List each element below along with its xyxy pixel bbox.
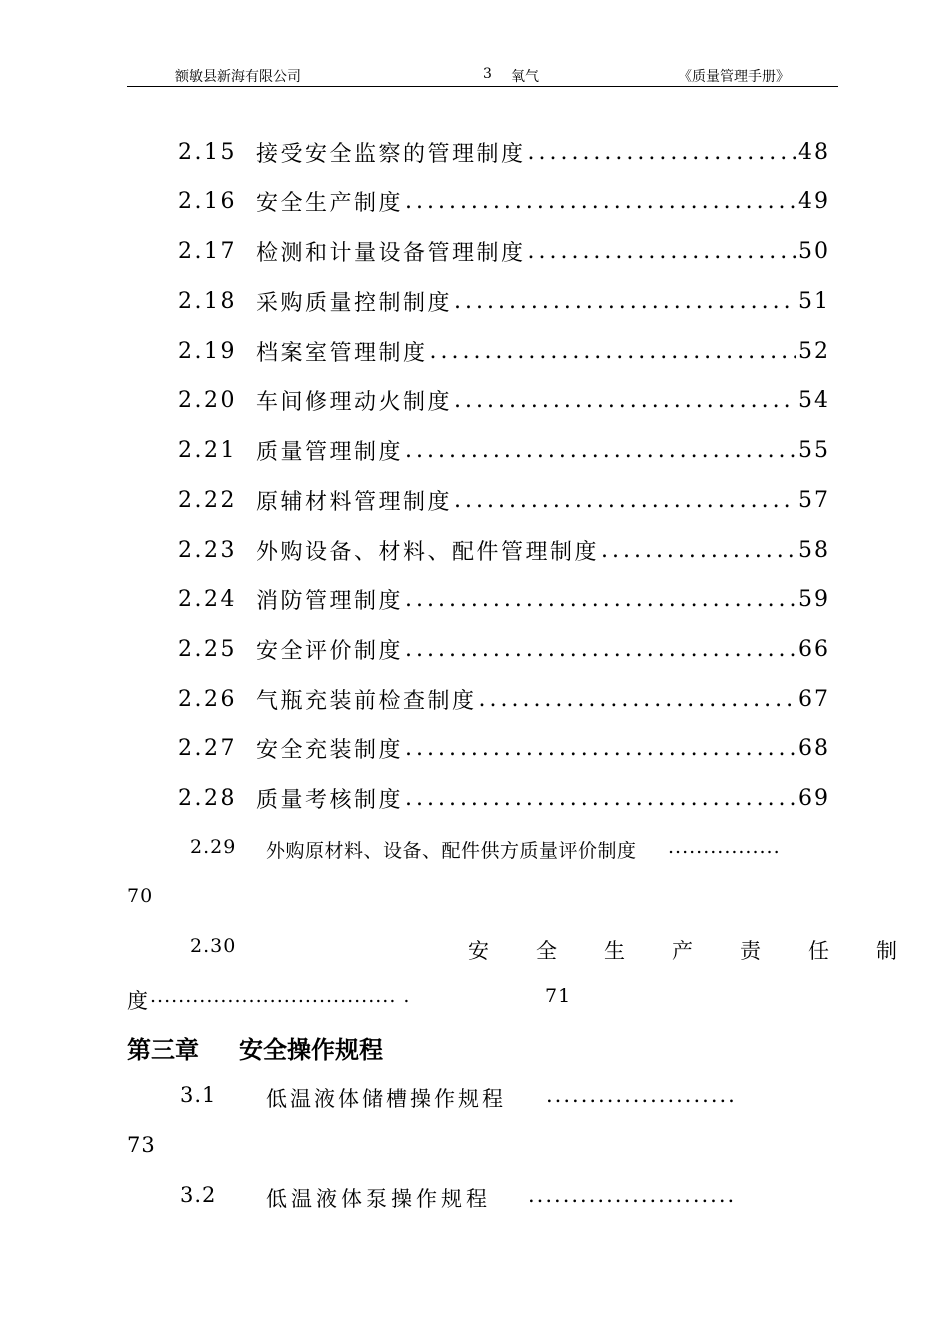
toc-entry-number: 2.16	[178, 188, 237, 214]
toc-leader-dots	[428, 339, 796, 364]
toc-entry-number: 2.25	[178, 636, 237, 662]
toc-leader-dots	[452, 488, 796, 513]
toc-entry-number: 2.24	[178, 586, 237, 612]
toc-entry-title: 安全生产责任制	[468, 939, 944, 963]
toc-entry-number: 2.28	[178, 785, 237, 811]
toc-entry-number: 3.2	[180, 1183, 217, 1207]
toc-leader-dots	[526, 239, 796, 264]
toc-entry-number: 3.1	[180, 1083, 217, 1107]
toc-entry-page: 51	[798, 288, 830, 314]
toc-entry-number: 2.18	[178, 288, 237, 314]
toc-entry[interactable]	[178, 584, 830, 614]
toc-leader-dots: ................................... .	[150, 985, 411, 1007]
header-manual-title: 《质量管理手册》	[678, 69, 790, 85]
toc-leader-dots	[452, 289, 796, 314]
toc-entry-title: 接受安全监察的管理制度	[256, 141, 526, 167]
toc-entry-page: 73	[127, 1133, 156, 1157]
toc-entry-number: 2.17	[178, 238, 237, 264]
header-title: 氧气	[511, 69, 539, 85]
page-header	[127, 62, 838, 87]
toc-leader-dots	[403, 438, 796, 463]
toc-entry-title: 气瓶充装前检查制度	[256, 688, 477, 714]
toc-entry-page: 70	[127, 885, 154, 907]
chapter-title: 安全操作规程	[239, 1036, 383, 1064]
toc-entry-page: 59	[798, 586, 830, 612]
toc-entry-number: 2.21	[178, 437, 237, 463]
toc-entry-title: 消防管理制度	[256, 588, 404, 614]
toc-entry-page: 55	[798, 437, 830, 463]
toc-leader-dots	[526, 140, 796, 165]
toc-entry[interactable]	[178, 336, 830, 366]
toc-leader-dots: ................	[668, 836, 781, 858]
toc-entry[interactable]	[178, 236, 830, 266]
toc-leader-dots	[477, 687, 796, 712]
toc-entry-number: 2.29	[190, 836, 237, 858]
toc-entry-page: 54	[798, 387, 830, 413]
toc-entry-number: 2.23	[178, 537, 237, 563]
toc-entry[interactable]	[178, 286, 830, 316]
toc-leader-dots	[403, 786, 796, 811]
header-company: 额敏县新海有限公司	[175, 69, 301, 85]
toc-entry-number: 2.19	[178, 338, 237, 364]
toc-leader-dots: ......................	[546, 1083, 737, 1107]
toc-entry-page: 57	[798, 487, 830, 513]
toc-entry-number: 2.15	[178, 139, 237, 165]
toc-entry[interactable]	[178, 137, 830, 167]
toc-entry-title: 外购设备、材料、配件管理制度	[256, 539, 600, 565]
toc-entry-number: 2.20	[178, 387, 237, 413]
toc-entry-title: 低温液体储槽操作规程	[266, 1087, 506, 1111]
toc-leader-dots	[403, 189, 796, 214]
toc-leader-dots	[599, 538, 796, 563]
toc-entry[interactable]	[178, 435, 830, 465]
toc-entry-page: 69	[798, 785, 830, 811]
toc-entry-number: 2.22	[178, 487, 237, 513]
toc-entry-title: 外购原材料、设备、配件供方质量评价制度	[266, 840, 637, 862]
toc-entry-title-continued: 度	[127, 989, 148, 1013]
toc-entry[interactable]	[178, 385, 830, 415]
toc-entry-number: 2.27	[178, 735, 237, 761]
toc-entry-page: 68	[798, 735, 830, 761]
toc-entry-title: 采购质量控制制度	[256, 290, 453, 316]
toc-entry-page: 52	[798, 338, 830, 364]
chapter-heading[interactable]	[127, 1030, 383, 1065]
toc-entry-page: 49	[798, 188, 830, 214]
toc-entry-number: 2.30	[190, 935, 237, 957]
toc-entry-page: 58	[798, 537, 830, 563]
toc-entry[interactable]	[178, 485, 830, 515]
toc-entry[interactable]	[178, 535, 830, 565]
chapter-label: 第三章	[127, 1036, 199, 1064]
toc-entry-title: 安全生产制度	[256, 190, 404, 216]
toc-leader-dots: ........................	[528, 1183, 737, 1207]
toc-entry-page: 66	[798, 636, 830, 662]
toc-entry-page: 67	[798, 686, 830, 712]
toc-entry-title: 质量考核制度	[256, 787, 404, 813]
toc-entry[interactable]	[178, 783, 830, 813]
toc-entry-title: 安全充装制度	[256, 737, 404, 763]
toc-leader-dots	[452, 388, 796, 413]
toc-entry-title: 档案室管理制度	[256, 340, 428, 366]
toc-entry-page: 71	[545, 985, 572, 1007]
toc-entry-title: 车间修理动火制度	[256, 389, 453, 415]
toc-leader-dots	[403, 587, 796, 612]
toc-entry-title: 质量管理制度	[256, 439, 404, 465]
toc-entry-title: 检测和计量设备管理制度	[256, 240, 526, 266]
toc-entry-title: 低温液体泵操作规程	[266, 1187, 491, 1211]
toc-leader-dots	[403, 736, 796, 761]
toc-entry[interactable]	[178, 684, 830, 714]
toc-entry[interactable]	[178, 733, 830, 763]
toc-entry-page: 50	[798, 238, 830, 264]
toc-entry[interactable]	[178, 186, 830, 216]
toc-entry-number: 2.26	[178, 686, 237, 712]
header-number: 3	[483, 66, 492, 82]
toc-entry-title: 安全评价制度	[256, 638, 404, 664]
toc-leader-dots	[403, 637, 796, 662]
toc-entry[interactable]	[178, 634, 830, 664]
toc-entry-page: 48	[798, 139, 830, 165]
toc-entry-title: 原辅材料管理制度	[256, 489, 453, 515]
